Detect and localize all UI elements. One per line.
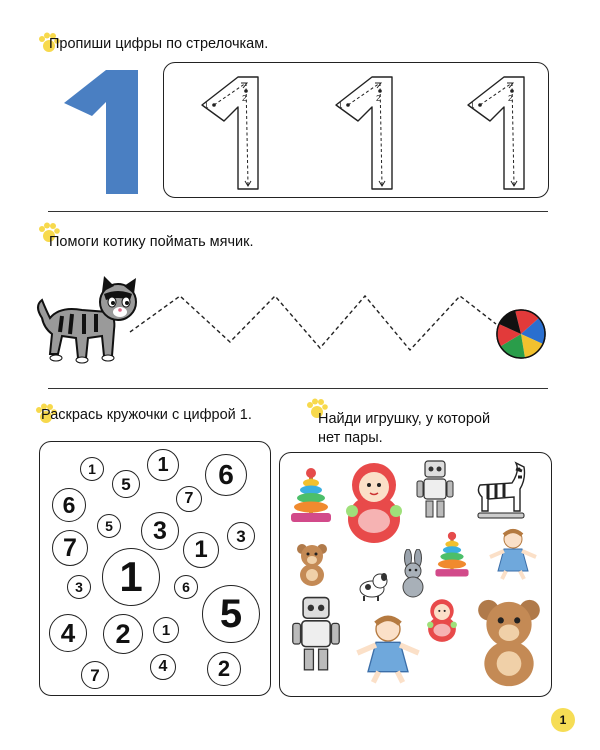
trace-second-mark: 2 (508, 94, 513, 103)
number-circle[interactable]: 6 (174, 575, 198, 599)
number-circles-area (39, 441, 271, 696)
ball-icon (497, 309, 545, 358)
number-circle[interactable]: 5 (202, 585, 260, 643)
roly-poly-doll-toy-icon[interactable] (344, 459, 404, 545)
number-circle[interactable]: 7 (176, 486, 202, 512)
number-circle[interactable]: 5 (97, 514, 121, 538)
rag-doll-toy-icon[interactable] (486, 527, 540, 581)
task-title-find-line1: Найди игрушку, у которой (318, 411, 491, 427)
puppy-toy-icon[interactable] (356, 569, 390, 603)
dashed-path-line[interactable] (130, 296, 496, 350)
trace-second-mark: 2 (376, 94, 381, 103)
number-circle[interactable]: 1 (80, 457, 104, 481)
number-circle[interactable]: 1 (153, 617, 179, 643)
number-circle[interactable]: 4 (150, 654, 176, 680)
task-title-find-line2: нет пары. (318, 430, 383, 446)
pyramid-toy-icon[interactable] (288, 467, 334, 525)
task-title-maze: Помоги котику поймать мячик. (49, 234, 254, 250)
number-circle[interactable]: 1 (183, 532, 219, 568)
robot-toy-icon[interactable] (290, 595, 342, 675)
trace-start-mark: 1 (470, 101, 475, 110)
section-divider (48, 211, 548, 212)
robot-toy-icon[interactable] (415, 459, 455, 521)
number-circle[interactable]: 6 (205, 454, 247, 496)
trace-start-mark: 1 (204, 101, 209, 110)
tracing-area (163, 62, 549, 198)
trace-second-mark: 2 (242, 94, 247, 103)
zebra-toy-icon[interactable] (472, 459, 528, 523)
task-title-color: Раскрась кружочки с цифрой 1. (41, 407, 252, 423)
number-circle[interactable]: 3 (227, 522, 255, 550)
bunny-toy-icon[interactable] (396, 549, 430, 599)
tracing-digit-one[interactable] (190, 71, 272, 195)
trace-start-mark: 1 (338, 101, 343, 110)
number-circle[interactable]: 5 (112, 470, 140, 498)
task-title-trace: Пропиши цифры по стрелочкам. (49, 36, 269, 52)
toys-area (279, 452, 552, 697)
tracing-digit-one[interactable] (456, 71, 538, 195)
cat-ball-path (0, 270, 600, 380)
page-number-badge: 1 (551, 708, 575, 732)
roly-poly-doll-toy-icon[interactable] (426, 597, 458, 643)
number-circle[interactable]: 3 (141, 512, 179, 550)
tracing-digit-one[interactable] (324, 71, 406, 195)
number-circle[interactable]: 7 (81, 661, 109, 689)
number-circle[interactable]: 2 (207, 652, 241, 686)
number-circle[interactable]: 7 (52, 530, 88, 566)
teddy-bear-toy-icon[interactable] (472, 597, 546, 689)
cat-icon (38, 276, 136, 363)
teddy-bear-toy-icon[interactable] (294, 543, 330, 587)
number-circle[interactable]: 6 (52, 488, 86, 522)
section-divider (48, 388, 548, 389)
rag-doll-toy-icon[interactable] (352, 611, 424, 687)
big-digit-one (64, 70, 138, 194)
number-circle[interactable]: 4 (49, 614, 87, 652)
number-circle[interactable]: 3 (67, 575, 91, 599)
number-circle[interactable]: 1 (147, 449, 179, 481)
number-circle[interactable]: 1 (102, 548, 160, 606)
pyramid-toy-icon[interactable] (432, 531, 472, 579)
number-circle[interactable]: 2 (103, 614, 143, 654)
